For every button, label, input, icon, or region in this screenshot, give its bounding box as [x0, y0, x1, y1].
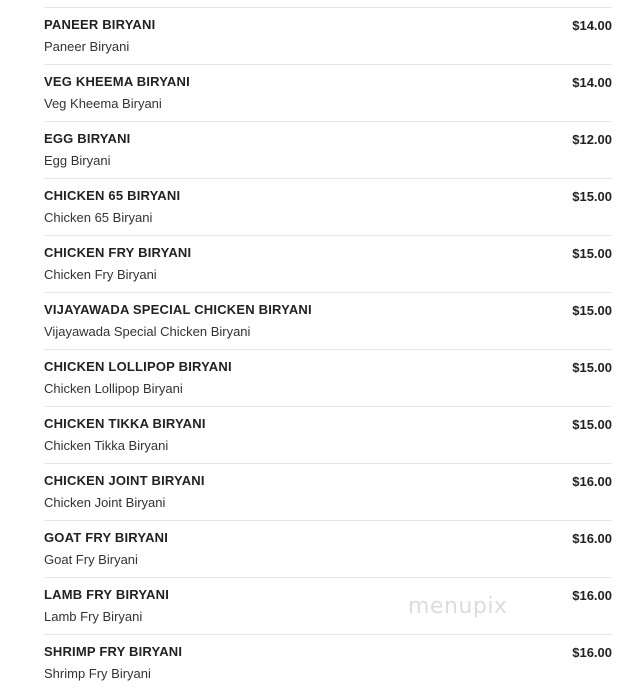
item-description: Goat Fry Biryani: [44, 552, 138, 567]
item-name: CHICKEN 65 BIRYANI: [44, 188, 181, 203]
menu-item-chicken-65-biryani: [44, 179, 612, 236]
item-description: Vijayawada Special Chicken Biryani: [44, 324, 251, 339]
item-description: Shrimp Fry Biryani: [44, 666, 151, 681]
item-price: $16.00: [572, 474, 612, 489]
item-name: CHICKEN TIKKA BIRYANI: [44, 416, 206, 431]
item-description: Veg Kheema Biryani: [44, 96, 162, 111]
item-price: $14.00: [572, 18, 612, 33]
item-description: Chicken Fry Biryani: [44, 267, 157, 282]
menu-item-chicken-lollipop-biryani: [44, 350, 612, 407]
menu-item-vijayawada-special-chicken-biryani: [44, 293, 612, 350]
item-name: SHRIMP FRY BIRYANI: [44, 644, 183, 659]
item-price: $15.00: [572, 417, 612, 432]
item-name: LAMB FRY BIRYANI: [44, 587, 170, 602]
item-description: Chicken 65 Biryani: [44, 210, 153, 225]
item-description: Egg Biryani: [44, 153, 111, 168]
item-price: $15.00: [572, 360, 612, 375]
menu-item-paneer-biryani: [44, 8, 612, 65]
watermark: menupix: [408, 594, 508, 619]
menu-item-shrimp-fry-biryani: [44, 635, 612, 692]
item-price: $16.00: [572, 588, 612, 603]
menu-item-egg-biryani: [44, 122, 612, 179]
item-description: Chicken Joint Biryani: [44, 495, 166, 510]
item-description: Lamb Fry Biryani: [44, 609, 143, 624]
item-name: EGG BIRYANI: [44, 131, 131, 146]
item-price: $15.00: [572, 189, 612, 204]
item-name: GOAT FRY BIRYANI: [44, 530, 169, 545]
menu-item-goat-fry-biryani: [44, 521, 612, 578]
item-name: VEG KHEEMA BIRYANI: [44, 74, 190, 89]
menu-list: [44, 7, 612, 692]
item-name: CHICKEN FRY BIRYANI: [44, 245, 192, 260]
item-description: Chicken Lollipop Biryani: [44, 381, 183, 396]
item-price: $15.00: [572, 246, 612, 261]
menu-item-chicken-joint-biryani: [44, 464, 612, 521]
item-name: VIJAYAWADA SPECIAL CHICKEN BIRYANI: [44, 302, 312, 317]
item-name: CHICKEN JOINT BIRYANI: [44, 473, 205, 488]
menu-item-veg-kheema-biryani: [44, 65, 612, 122]
item-price: $16.00: [572, 531, 612, 546]
item-description: Chicken Tikka Biryani: [44, 438, 169, 453]
item-price: $15.00: [572, 303, 612, 318]
item-price: $16.00: [572, 645, 612, 660]
item-description: Paneer Biryani: [44, 39, 130, 54]
item-price: $14.00: [572, 75, 612, 90]
item-name: PANEER BIRYANI: [44, 17, 156, 32]
menu-item-chicken-tikka-biryani: [44, 407, 612, 464]
menu-item-lamb-fry-biryani: [44, 578, 612, 635]
menu-item-chicken-fry-biryani: [44, 236, 612, 293]
item-name: CHICKEN LOLLIPOP BIRYANI: [44, 359, 232, 374]
item-price: $12.00: [572, 132, 612, 147]
